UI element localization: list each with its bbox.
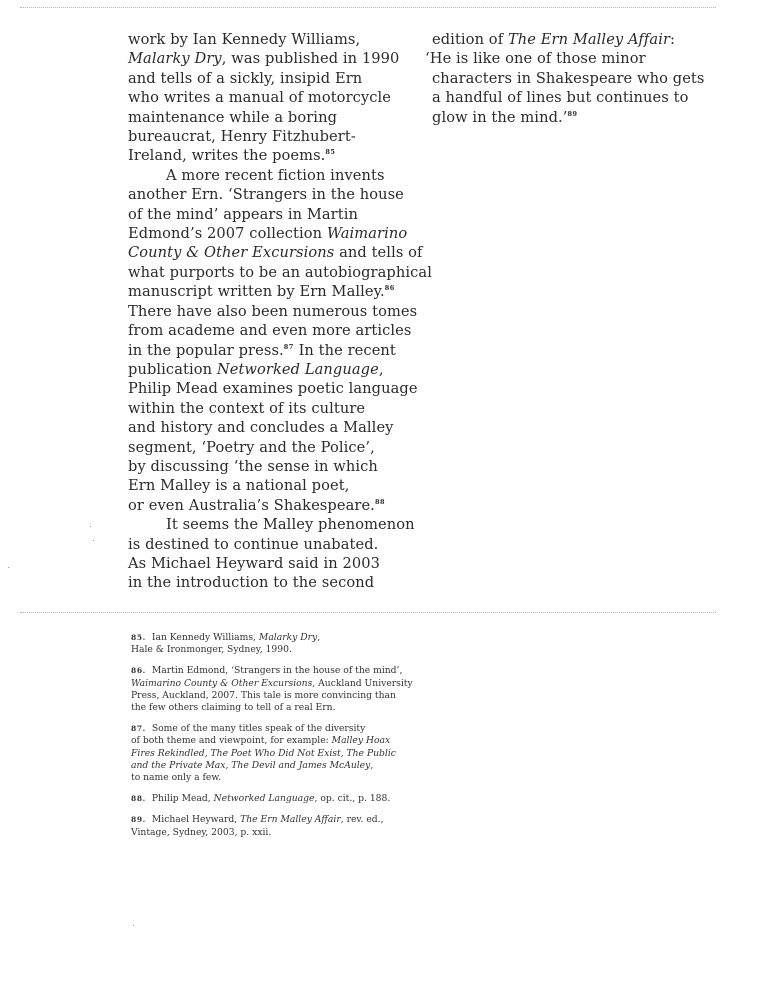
text-run: and tells of <box>334 244 423 262</box>
text-line <box>128 243 423 262</box>
text-run: Martin Edmond, ‘Strangers in the house of the mind’, <box>151 665 403 677</box>
text-run: In the recent <box>293 341 396 359</box>
text-line <box>128 49 418 68</box>
footnote-item <box>131 723 431 784</box>
text-run: by discussing ‘the sense in which <box>128 457 378 475</box>
italic-title: The Ern Malley Affair <box>240 814 341 826</box>
text-run: maintenance while a boring <box>128 108 338 126</box>
footnote-line <box>131 723 431 735</box>
text-run: Vintage, Sydney, 2003, p. xxii. <box>131 826 272 838</box>
text-run: what purports to be an autobiographical <box>128 263 432 281</box>
text-run: segment, ‘Poetry and the Police’, <box>128 438 375 456</box>
footnote-line <box>131 735 431 747</box>
text-line <box>128 88 418 107</box>
text-line <box>128 341 418 360</box>
footnote-ref[interactable]: 85 <box>325 148 336 157</box>
italic-title: Malarky Dry <box>128 50 222 68</box>
text-run: Ian Kennedy Williams, <box>151 632 259 643</box>
italic-title: Malarky Dry <box>258 632 318 643</box>
text-line <box>128 108 418 127</box>
text-run: manuscript written by Ern Malley. <box>128 283 385 301</box>
text-run: and history and concludes a Malley <box>128 419 394 437</box>
text-run: from academe and even more articles <box>128 322 412 340</box>
footnote-line <box>131 644 431 656</box>
text-run: , op. cit., p. 188. <box>314 793 391 805</box>
text-run: A more recent fiction invents <box>166 166 385 184</box>
text-run: who writes a manual of motorcycle <box>128 89 392 107</box>
text-line <box>128 399 418 418</box>
footnote-line <box>131 793 431 805</box>
footnote-number: 86. <box>131 666 146 676</box>
footnote-number: 89. <box>131 815 146 825</box>
text-run: ‘He is like one of those minor <box>425 50 646 68</box>
italic-title: Networked Language <box>216 360 379 378</box>
italic-title: Waimarino County & Other Excursions <box>131 677 313 689</box>
text-line <box>128 127 418 146</box>
text-run: bureaucrat, Henry Fitzhubert- <box>128 128 356 146</box>
text-line <box>128 457 418 476</box>
text-line <box>128 224 418 243</box>
footnote-line <box>131 772 431 784</box>
text-run: , rev. ed., <box>340 814 384 826</box>
text-run: Philip Mead, <box>151 793 214 805</box>
footnote-ref[interactable]: 89 <box>567 109 578 118</box>
footnote-line <box>131 665 431 677</box>
footnote-separator <box>20 612 716 613</box>
italic-title: Networked Language <box>213 793 315 805</box>
footnote-line <box>131 690 431 702</box>
text-line <box>128 476 418 495</box>
footnote-item <box>131 793 431 805</box>
text-run: the few others claiming to tell of a real Ern. <box>131 702 336 714</box>
footnote-line <box>131 702 431 714</box>
text-line <box>128 69 418 88</box>
body-column-right <box>425 30 715 127</box>
text-line <box>128 360 418 379</box>
text-run: of the mind’ appears in Martin <box>128 205 358 223</box>
italic-title: and the Private Max, The Devil and James McAuley <box>131 759 371 771</box>
text-line <box>128 30 418 49</box>
text-line <box>425 108 715 127</box>
text-run: in the introduction to the second <box>128 574 375 592</box>
text-line <box>425 30 715 49</box>
top-rule <box>20 7 716 8</box>
text-line <box>128 496 418 515</box>
text-run: in the popular press. <box>128 341 284 359</box>
text-line <box>128 379 418 398</box>
text-run: characters in Shakespeare who gets <box>432 69 705 87</box>
text-run: glow in the mind.’ <box>432 108 568 126</box>
footnote-ref[interactable]: 86 <box>384 284 395 293</box>
text-run: another Ern. ‘Strangers in the house <box>128 186 404 204</box>
text-run: Michael Heyward, <box>151 814 241 826</box>
text-run: , <box>378 360 384 378</box>
text-line <box>128 263 432 282</box>
scan-speck <box>133 925 134 926</box>
text-run: , Auckland University <box>312 677 413 689</box>
italic-title: Fires Rekindled, The Poet Who Did Not Exist, The Public <box>131 747 396 759</box>
text-run: Some of the many titles speak of the diversity <box>151 723 366 735</box>
text-line <box>425 69 715 88</box>
text-line <box>128 535 418 554</box>
text-line <box>128 554 418 573</box>
text-line <box>425 49 715 68</box>
footnote-number: 85. <box>131 633 146 642</box>
text-run: publication <box>128 360 217 378</box>
text-line <box>128 302 418 321</box>
text-run: Philip Mead examines poetic language <box>128 380 418 398</box>
text-run: is destined to continue unabated. <box>128 535 379 553</box>
footnote-line <box>131 632 431 644</box>
footnote-line <box>131 678 431 690</box>
italic-title: The Ern Malley Affair <box>507 31 671 48</box>
footnote-ref[interactable]: 87 <box>283 342 294 351</box>
footnote-item <box>131 665 431 714</box>
text-run: or even Australia’s Shakespeare. <box>128 496 375 514</box>
footnote-item <box>131 814 431 838</box>
footnote-item <box>131 632 431 656</box>
footnote-line <box>131 827 431 839</box>
scan-speck <box>93 540 94 541</box>
footnotes <box>131 632 431 848</box>
footnote-line <box>131 814 431 826</box>
text-run: Edmond’s 2007 collection <box>128 225 327 243</box>
text-line <box>128 438 418 457</box>
text-line <box>128 282 418 301</box>
text-run: As Michael Heyward said in 2003 <box>128 554 381 572</box>
footnote-number: 88. <box>131 794 146 804</box>
footnote-number: 87. <box>131 724 146 734</box>
text-run: Ireland, writes the poems. <box>128 147 326 165</box>
text-line <box>128 205 418 224</box>
text-run: a handful of lines but continues to <box>432 89 689 107</box>
italic-title: Malley Hoax <box>331 735 391 747</box>
text-run: Press, Auckland, 2007. This tale is more convincing than <box>131 689 396 701</box>
text-line <box>128 321 418 340</box>
text-run: : <box>670 31 676 48</box>
text-run: edition of <box>432 31 508 48</box>
text-run: within the context of its culture <box>128 399 366 417</box>
text-run: There have also been numerous tomes <box>128 302 418 320</box>
footnote-ref[interactable]: 88 <box>374 497 385 506</box>
footnote-line <box>131 760 431 772</box>
text-line <box>128 515 418 534</box>
text-run: It seems the Malley phenomenon <box>166 516 415 534</box>
text-line <box>128 418 418 437</box>
scan-speck <box>8 567 9 568</box>
text-run: Ern Malley is a national poet, <box>128 477 350 495</box>
text-run: , <box>370 759 374 771</box>
text-line <box>128 146 418 165</box>
text-run: , <box>317 632 321 643</box>
text-line <box>128 573 418 592</box>
footnote-line <box>131 748 431 760</box>
italic-title: County & Other Excursions <box>128 244 335 262</box>
text-run: work by Ian Kennedy Williams, <box>128 31 361 48</box>
text-run: , was published in 1990 <box>221 50 400 68</box>
text-line <box>128 185 418 204</box>
text-line <box>128 166 418 185</box>
body-column-left <box>128 30 432 593</box>
italic-title: Waimarino <box>326 225 408 243</box>
text-run: of both theme and viewpoint, for example: <box>131 735 332 747</box>
text-line <box>425 88 715 107</box>
scan-speck <box>90 526 91 527</box>
text-run: Hale & Ironmonger, Sydney, 1990. <box>131 644 292 656</box>
text-run: to name only a few. <box>131 772 222 784</box>
text-run: and tells of a sickly, insipid Ern <box>128 69 363 87</box>
